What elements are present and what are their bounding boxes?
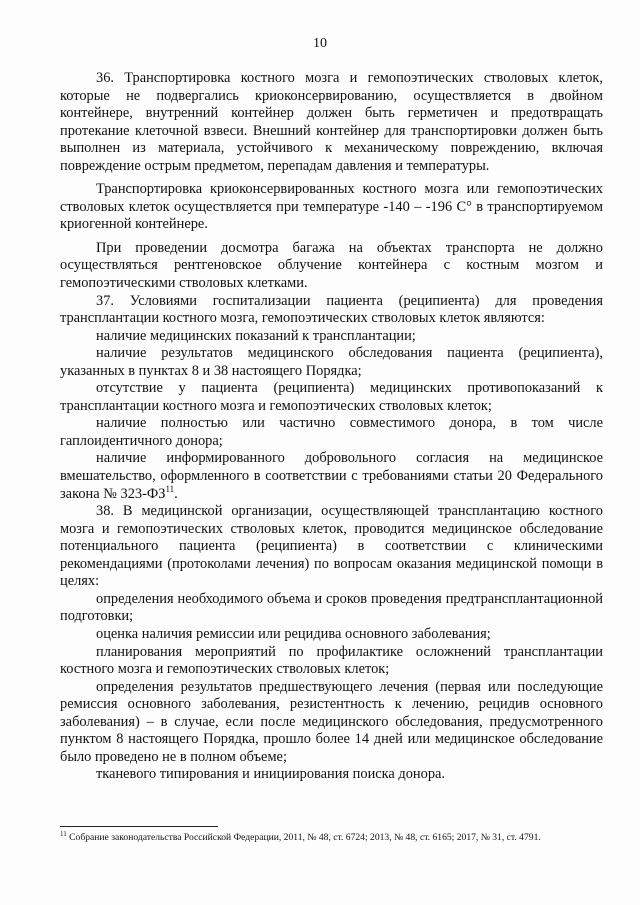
list-item-complications: планирования мероприятий по профилактике осложнений трансплантации костного мозга и гемопоэтических стволовых клеток;: [60, 643, 603, 678]
paragraph-37: 37. Условиями госпитализации пациента (реципиента) для проведения трансплантации костного мозга, гемопоэтических стволовых клеток являются:: [60, 292, 603, 327]
list-item-no-contraindications: отсутствие у пациента (реципиента) медицинских противопоказаний к трансплантации костного мозга и гемопоэтических стволовых клеток;: [60, 380, 603, 414]
footnote-text: Собрание законодательства Российской Федерации, 2011, № 48, ст. 6724; 2013, № 48, ст. 6165; 2017, № 31, ст. 4791.: [66, 832, 541, 843]
list-item-prior-treatment: определения результатов предшествующего лечения (первая или последующие ремиссия основного заболевания, резистентность к лечению, рецидив основного заболевания) – в случае, если после медицинского обследования, предусмотренного пунктом 8 настоящего Порядка, прошло более 14 дней или медицинское обследование было проведено не в полном объеме;: [60, 678, 603, 765]
footnote-reference: 11: [165, 483, 175, 494]
list-item-informed-consent: [60, 450, 603, 503]
paragraph-cryo-transport: Транспортировка криоконсервированных костного мозга или гемопоэтических стволовых клеток осуществляется при температуре -140 – -196 С° в транспортируемом криогенной контейнере.: [60, 181, 603, 233]
consent-end: .: [174, 485, 178, 502]
list-item-exam-results: наличие результатов медицинского обследования пациента (реципиента), указанных в пунктах 8 и 38 настоящего Порядка;: [60, 345, 603, 379]
list-item-tissue-typing: тканевого типирования и инициирования поиска донора.: [96, 766, 446, 783]
paragraph-38: 38. В медицинской организации, осуществляющей трансплантацию костного мозга и гемопоэтических стволовых клеток, проводится медицинское обследование потенциального пациента (реципиента) в соответствии с клиническими рекомендациями (протоколами лечения) по вопросам оказания медицинской помощи в целях:: [60, 503, 603, 590]
paragraph-36: 36. Транспортировка костного мозга и гемопоэтических стволовых клеток, которые не подвергались криоконсервированию, осуществляется в двойном контейнере, внутренний контейнер должен быть герметичен и предотвращать протекание клеточной взвеси. Внешний контейнер для транспортировки должен быть выполнен из материала, устойчивого к механическому повреждению, включая повреждение острым предметом, перепадам давления и температуры.: [60, 70, 603, 174]
list-item-preparation: определения необходимого объема и сроков проведения предтрансплантационной подготовки;: [60, 590, 603, 625]
footnote: [60, 829, 620, 844]
document-body: [60, 70, 603, 784]
list-item-compatible-donor: наличие полностью или частично совместимого донора, в том числе гаплоидентичного донора;: [60, 415, 603, 449]
page-number: 10: [313, 36, 327, 51]
list-item-indications: наличие медицинских показаний к трансплантации;: [96, 327, 416, 344]
footnote-number: 11: [60, 829, 67, 838]
list-item-remission: оценка наличия ремиссии или рецидива основного заболевания;: [96, 625, 491, 642]
consent-text: наличие информированного добровольного согласия на медицинское вмешательство, оформленного в соответствии с требованиями статьи 20 Федерального закона № 323-ФЗ: [60, 450, 603, 502]
paragraph-baggage-inspection: При проведении досмотра багажа на объектах транспорта не должно осуществляться рентгеновское облучение контейнера с костным мозгом и гемопоэтическими стволовых клетками.: [60, 239, 603, 292]
footnote-divider: [60, 826, 218, 827]
